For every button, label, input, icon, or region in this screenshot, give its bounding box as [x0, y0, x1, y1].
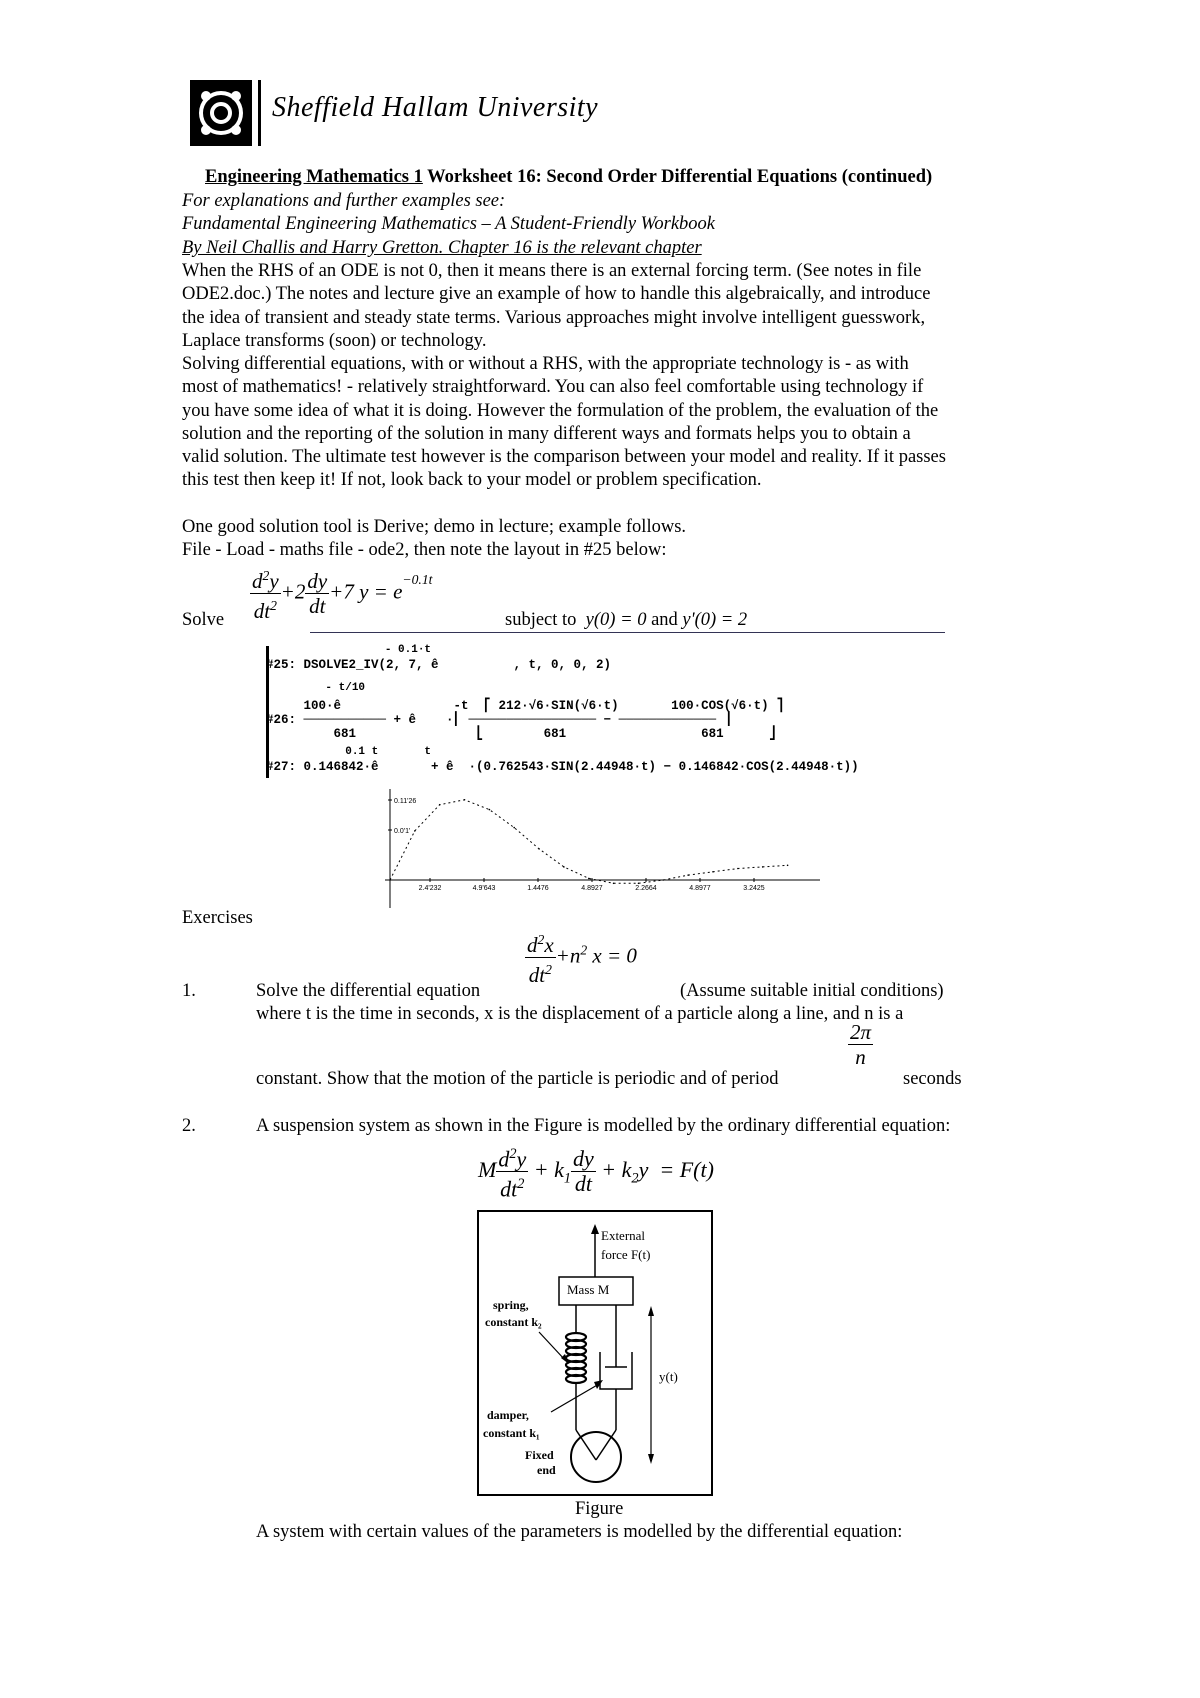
yt-label: y(t) [659, 1369, 678, 1384]
intro-p2-line: solution and the reporting of the solution in many different ways and formats helps you to obtain a [182, 423, 911, 444]
exercise-1-text-b: (Assume suitable initial conditions) [680, 981, 944, 1001]
intro-p1-line: When the RHS of an ODE is not 0, then it means there is an external forcing term. (See notes in file [182, 261, 922, 281]
solve-underline [310, 632, 945, 633]
x-tick-label: 2.4'232 [418, 885, 442, 892]
intro-p2-line: you have some idea of what it is doing. However the formulation of the problem, the evaluation of the [182, 400, 939, 421]
solution-plot-svg [380, 785, 830, 910]
intro-p1-line: Laplace transforms (soon) or technology. [182, 330, 487, 351]
data-point [513, 827, 515, 829]
condition-1: y(0) = 0 [585, 610, 647, 630]
data-point [414, 830, 416, 832]
frac-dy-dt: $\frac{dy}{dt}$ [307, 569, 328, 618]
exercise-1-line-2: where t is the time in seconds, x is the displacement of a particle along a line, and n is a [256, 1004, 904, 1024]
data-point [389, 879, 391, 881]
fixed-end-label-2: end [537, 1463, 556, 1477]
exercise-1-line-3: constant. Show that the motion of the particle is periodic and of period [256, 1069, 779, 1089]
series-line [390, 800, 788, 884]
data-point [613, 883, 615, 885]
intro-p2-line: most of mathematics! - relatively straightforward. You can also feel comfortable using technology if [182, 377, 924, 398]
frac-d2y-dt2: $\frac{d^2y}{dt^2}$ [250, 564, 281, 623]
intro-p1-line: ODE2.doc.) The notes and lecture give an example of how to handle this algebraically, and introduce [182, 284, 931, 305]
and-label: and [651, 610, 678, 630]
external-force-label: External [601, 1228, 646, 1243]
exercise-2-text: A suspension system as shown in the Figure is modelled by the ordinary differential equation: [256, 1116, 951, 1136]
closing-text: A system with certain values of the parameters is modelled by the differential equation: [256, 1522, 903, 1542]
x-tick-label: 4.9'643 [472, 885, 496, 892]
suspension-equation: M $\frac{d^2y}{dt^2}$ + $k_1$ $\frac{dy}{dt}$ + $k_2y = F(t)$ [478, 1142, 714, 1202]
x-tick-label: 4.8927 [581, 885, 603, 892]
exercise-1-text-a: Solve the differential equation [256, 981, 481, 1001]
data-point [737, 868, 739, 870]
fixed-end-label-1: Fixed [525, 1448, 554, 1462]
period-denominator: n [855, 1045, 866, 1069]
derive-intro-line-1: One good solution tool is Derive; demo in lecture; example follows. [182, 517, 687, 537]
derive-line-27-exponent: 0.1 t t [266, 746, 432, 758]
intro-p2-line: this test then keep it! If not, look back to your model or problem specification. [182, 470, 762, 491]
data-point [787, 865, 789, 867]
suspension-diagram [479, 1212, 711, 1494]
solve-label: Solve [182, 610, 225, 630]
intro-p2-line: valid solution. The ultimate test however is the comparison between your model and reality. If it passes [182, 447, 946, 468]
y-tick-label: 0.0'1' [394, 828, 411, 835]
derive-output [262, 640, 962, 782]
reference-line-3: By Neil Challis and Harry Gretton. Chapter 16 is the relevant chapter [182, 238, 702, 258]
subject-to-label: subject to [505, 610, 577, 630]
data-point [638, 883, 640, 885]
data-point [588, 878, 590, 880]
frac-dy-dt-2: $\frac{dy}{dt}$ [573, 1146, 594, 1197]
university-name: Sheffield Hallam University [272, 92, 599, 123]
initial-conditions [505, 609, 747, 632]
x-tick-label: 3.2425 [743, 885, 765, 892]
data-point [563, 866, 565, 868]
force-ft-label: force F(t) [601, 1247, 651, 1262]
worksheet-name: Worksheet 16: Second Order Differential Equations (continued) [422, 167, 933, 187]
derive-line-25: #25: DSOLVE2_IV(2, 7, ê , t, 0, 0, 2) [266, 658, 612, 672]
spring-label: spring, [493, 1298, 529, 1312]
worksheet-title [205, 166, 932, 189]
intro-paragraph-2 [182, 353, 946, 493]
exercises-heading: Exercises [182, 908, 253, 928]
university-logo [190, 80, 610, 155]
mass-label: Mass M [567, 1282, 610, 1297]
reference-line-2: Fundamental Engineering Mathematics – A Student-Friendly Workbook [182, 214, 715, 234]
period-fraction [848, 1020, 873, 1069]
damper-label: damper, [487, 1408, 529, 1422]
data-point [663, 879, 665, 881]
derive-line-25-exponent: - 0.1·t [266, 644, 432, 656]
spring-constant-label: constant k₂ [485, 1315, 542, 1329]
exercise-1-equation: $\frac{d^2x}{dt^2}$ $+n^2$ x = 0 [525, 928, 637, 987]
period-numerator: 2π [850, 1020, 872, 1044]
y-tick-label: 0.11'26 [394, 798, 417, 805]
figure-caption: Figure [575, 1499, 624, 1519]
data-point [712, 871, 714, 873]
condition-2: y'(0) = 2 [682, 610, 748, 630]
intro-paragraph-1 [182, 260, 930, 353]
intro-p1-line: the idea of transient and steady state terms. Various approaches might involve intelligent guesswork, [182, 307, 926, 328]
course-name: Engineering Mathematics 1 [205, 167, 423, 187]
frac-d2y-dt2-2: $\frac{d^2y}{dt^2}$ [496, 1142, 528, 1202]
x-tick-label: 2.2664 [635, 885, 657, 892]
exercise-2-number: 2. [182, 1116, 196, 1136]
solve-equation: $\frac{d^2y}{dt^2}$ +2 $\frac{dy}{dt}$ +7 $y = e^{-0.1t}$ [250, 564, 432, 623]
x-tick-label: 1.4476 [527, 885, 549, 892]
frac-d2x-dt2: $\frac{d^2x}{dt^2}$ [525, 928, 556, 987]
derive-line-26-numerator: 100·ê -t ⎡ 212·√6·SIN(√6·t) 100·COS(√6·t) ⎤ [266, 699, 784, 713]
data-point [687, 874, 689, 876]
reference-line-1: For explanations and further examples see: [182, 191, 506, 211]
data-point [489, 809, 491, 811]
exercise-1-number: 1. [182, 981, 196, 1001]
data-point [762, 866, 764, 868]
data-point [538, 848, 540, 850]
derive-line-26-denominator: 681 ⎣ 681 681 ⎦ [266, 727, 777, 741]
intro-p2-line: Solving differential equations, with or without a RHS, with the appropriate technology is - as with [182, 354, 909, 374]
derive-line-26-exponent: - t/10 [266, 682, 366, 694]
damper-constant-label: constant k₁ [483, 1426, 540, 1440]
seconds-label: seconds [903, 1069, 962, 1089]
derive-line-26: #26: ─────────── + ê ·⎢ ───────────────── − ───────────── ⎥ [266, 713, 732, 727]
derive-intro-line-2: File - Load - maths file - ode2, then note the layout in #25 below: [182, 540, 667, 560]
solution-plot [380, 785, 830, 915]
data-point [439, 804, 441, 806]
suspension-figure [477, 1210, 713, 1496]
derive-line-27: #27: 0.146842·ê + ê ·(0.762543·SIN(2.44948·t) − 0.146842·COS(2.44948·t)) [266, 760, 859, 774]
data-point [464, 799, 466, 801]
x-tick-label: 4.8977 [689, 885, 711, 892]
